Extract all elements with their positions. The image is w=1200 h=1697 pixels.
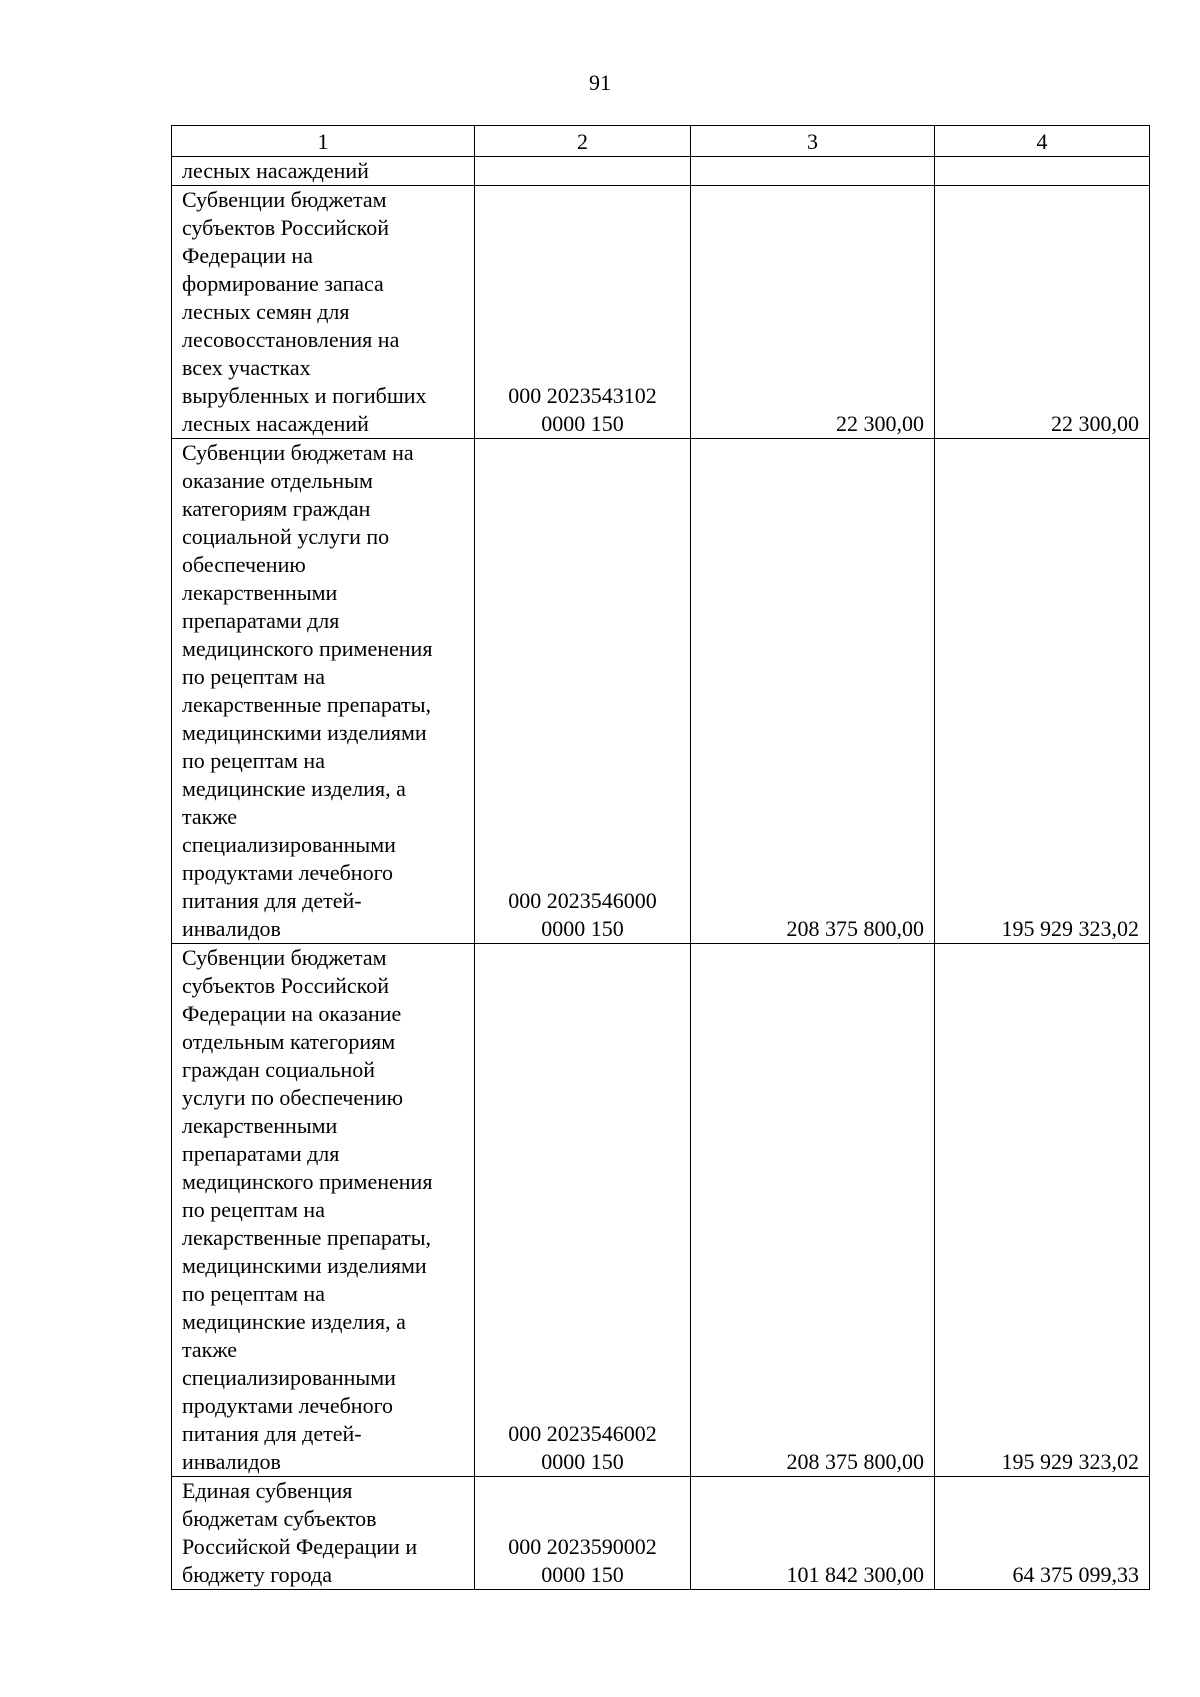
row-name: лесных насаждений xyxy=(172,157,475,186)
row-plan: 101 842 300,00 xyxy=(691,1477,935,1590)
row-name: Субвенции бюджетам субъектов Российской Федерации на оказание отдельным категориям граждан социальной услуги по обеспечению лекарственными препаратами для медицинского применения по рецептам на лекарственные препараты, медицинскими изделиями по рецептам на медицинские изделия, а также специализированными продуктами лечебного питания для детей- инвалидов xyxy=(172,944,475,1477)
page-number: 91 xyxy=(589,70,611,95)
table-row xyxy=(172,439,1150,944)
row-plan: 208 375 800,00 xyxy=(691,439,935,944)
row-plan: 208 375 800,00 xyxy=(691,944,935,1477)
row-actual: 195 929 323,02 xyxy=(935,944,1150,1477)
row-code xyxy=(475,157,691,186)
row-actual: 195 929 323,02 xyxy=(935,439,1150,944)
row-code: 000 2023590002 0000 150 xyxy=(475,1477,691,1590)
row-code: 000 2023543102 0000 150 xyxy=(475,186,691,439)
row-code: 000 2023546000 0000 150 xyxy=(475,439,691,944)
header-cell-1: 1 xyxy=(172,126,475,157)
row-actual: 22 300,00 xyxy=(935,186,1150,439)
budget-table xyxy=(171,125,1150,1590)
header-cell-2: 2 xyxy=(475,126,691,157)
row-plan: 22 300,00 xyxy=(691,186,935,439)
header-cell-3: 3 xyxy=(691,126,935,157)
row-actual: 64 375 099,33 xyxy=(935,1477,1150,1590)
row-plan xyxy=(691,157,935,186)
header-cell-4: 4 xyxy=(935,126,1150,157)
table-row xyxy=(172,944,1150,1477)
table-row xyxy=(172,1477,1150,1590)
row-name: Субвенции бюджетам субъектов Российской Федерации на формирование запаса лесных семян для лесовосстановления на всех участках вырубленных и погибших лесных насаждений xyxy=(172,186,475,439)
row-actual xyxy=(935,157,1150,186)
table-header-row xyxy=(172,126,1150,157)
row-code: 000 2023546002 0000 150 xyxy=(475,944,691,1477)
table-row xyxy=(172,186,1150,439)
row-name: Единая субвенция бюджетам субъектов Российской Федерации и бюджету города xyxy=(172,1477,475,1590)
table-row xyxy=(172,157,1150,186)
row-name: Субвенции бюджетам на оказание отдельным категориям граждан социальной услуги по обеспечению лекарственными препаратами для медицинского применения по рецептам на лекарственные препараты, медицинскими изделиями по рецептам на медицинские изделия, а также специализированными продуктами лечебного питания для детей- инвалидов xyxy=(172,439,475,944)
